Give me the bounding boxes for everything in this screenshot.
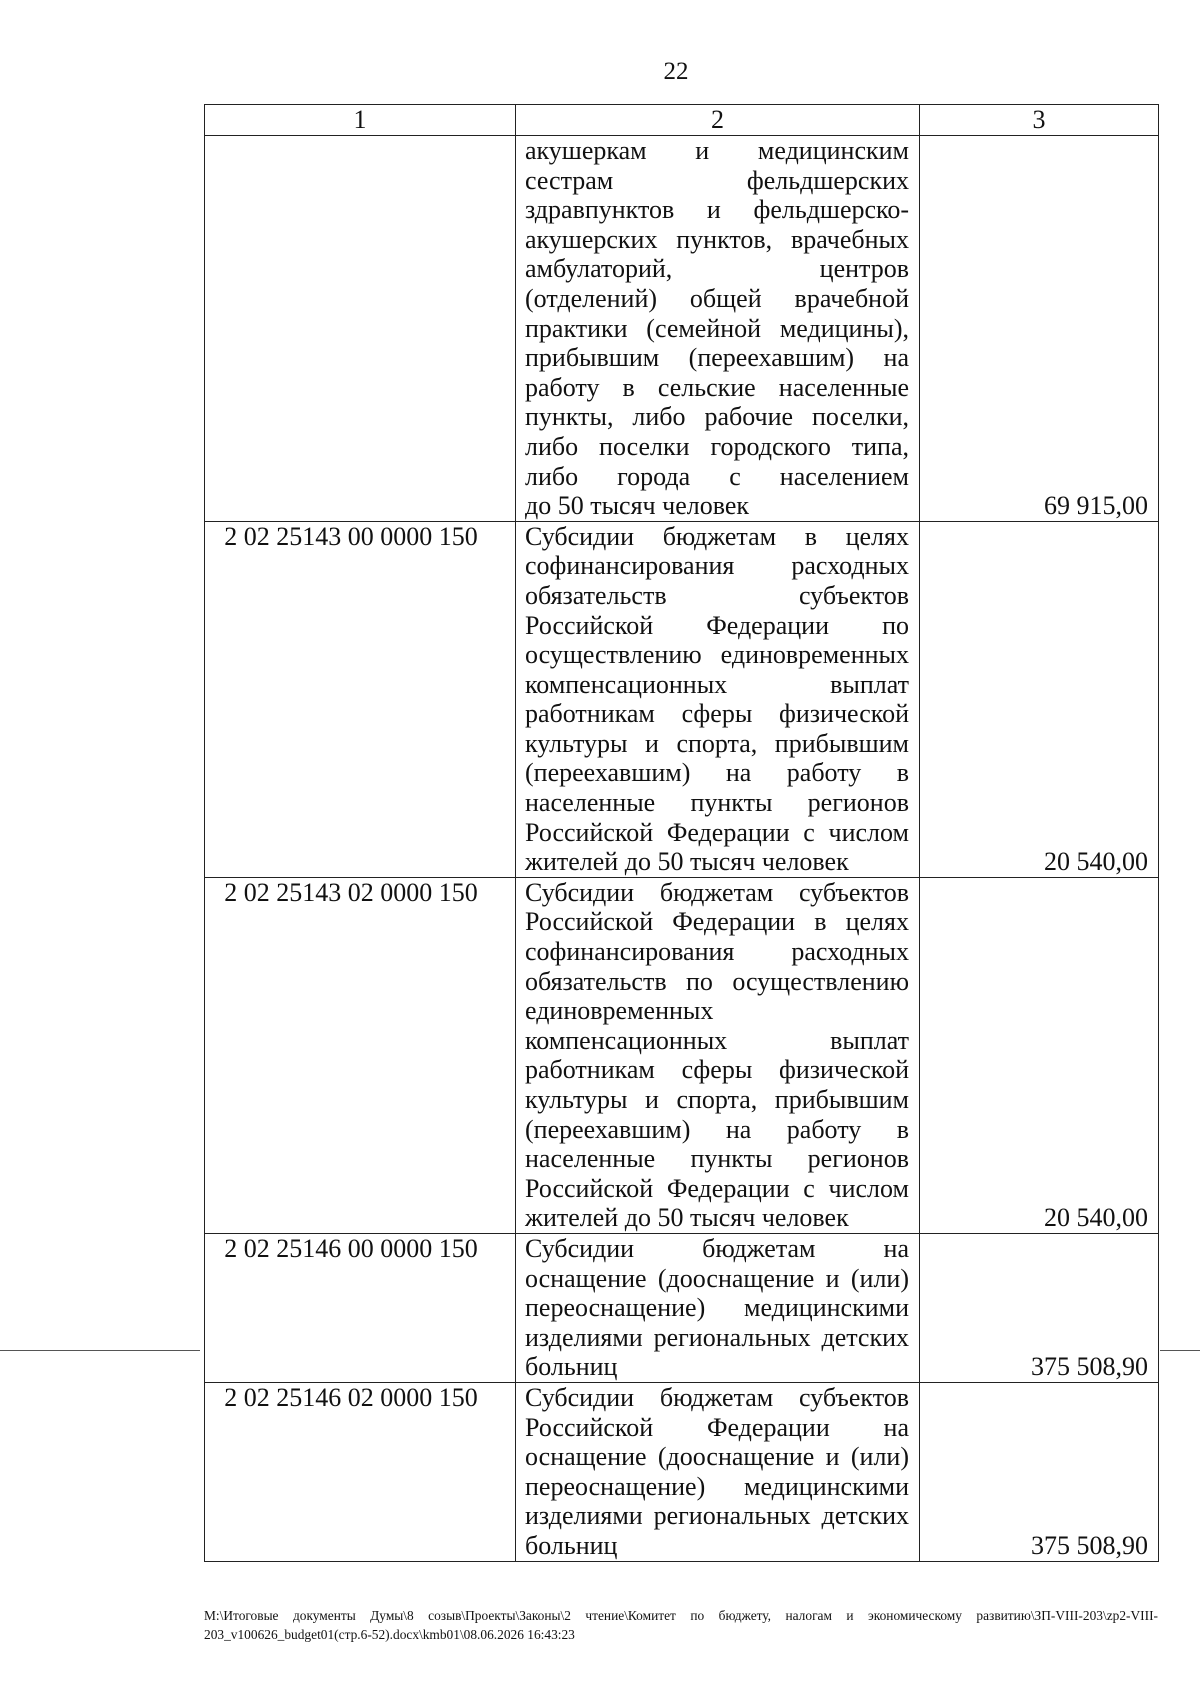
revenue-name-line: населенные пункты регионов [525, 1144, 909, 1174]
revenue-name-line: населенные пункты регионов [525, 788, 909, 818]
revenue-name-line: акушеркам и медицинским [525, 136, 909, 165]
amount: 20 540,00 [920, 877, 1159, 1233]
column-header-2: 2 [516, 105, 920, 136]
revenue-name [516, 1382, 920, 1561]
revenue-name-line: больниц [525, 1530, 618, 1560]
revenue-name-line: изделиями региональных детских [525, 1322, 909, 1352]
table-body [205, 136, 1159, 1562]
revenue-name-line: компенсационных выплат [525, 1025, 909, 1055]
table-row [205, 877, 1159, 1233]
amount: 69 915,00 [920, 136, 1159, 522]
revenue-name-line: (переехавшим) на работу в [525, 758, 909, 788]
revenue-name-line: единовременных [525, 996, 714, 1026]
revenue-name-line: прибывшим (переехавшим) на [525, 343, 909, 373]
column-header-1: 1 [205, 105, 516, 136]
budget-table [204, 104, 1159, 1562]
page-number: 22 [663, 58, 689, 85]
column-header-3: 3 [920, 105, 1159, 136]
table-row [205, 1233, 1159, 1382]
revenue-name-line: Российской Федерации по [525, 610, 909, 640]
revenue-name-line: сестрам фельдшерских [525, 165, 909, 195]
revenue-name-line: работникам сферы физической [525, 699, 909, 729]
classification-code: 2 02 25143 02 0000 150 [205, 877, 516, 1233]
revenue-name-line: софинансирования расходных [525, 551, 909, 581]
revenue-name [516, 877, 920, 1233]
revenue-name-line: пункты, либо рабочие поселки, [525, 402, 909, 432]
revenue-name-line: Российской Федерации с числом [525, 817, 909, 847]
revenue-name-line: обязательств по осуществлению [525, 966, 909, 996]
revenue-name-line: компенсационных выплат [525, 669, 909, 699]
revenue-name-line: Российской Федерации на [525, 1412, 909, 1442]
revenue-name-line: культуры и спорта, прибывшим [525, 1085, 909, 1114]
revenue-name-line: переоснащение) медицинскими [525, 1293, 909, 1323]
revenue-name [516, 521, 920, 877]
table-row [205, 521, 1159, 877]
revenue-name-line: здравпунктов и фельдшерско- [525, 195, 909, 225]
revenue-name-line: Российской Федерации с числом [525, 1173, 909, 1203]
revenue-name-line: амбулаторий, центров [525, 254, 909, 284]
revenue-name-line: (отделений) общей врачебной [525, 283, 909, 313]
table-row [205, 136, 1159, 522]
revenue-name-line: оснащение (дооснащение и (или) [525, 1263, 909, 1293]
classification-code: 2 02 25143 00 0000 150 [205, 521, 516, 877]
margin-rule-left [0, 1350, 200, 1351]
revenue-name-line: Субсидии бюджетам в целях [525, 521, 909, 551]
revenue-name [516, 136, 920, 522]
table-row [205, 1382, 1159, 1561]
revenue-name-line: осуществлению единовременных [525, 640, 909, 670]
revenue-name-line: обязательств субъектов [525, 580, 909, 610]
revenue-name [516, 1233, 920, 1382]
revenue-name-line: работу в сельские населенные [525, 372, 909, 402]
revenue-name-line: практики (семейной медицины), [525, 313, 909, 343]
revenue-name-line: культуры и спорта, прибывшим [525, 728, 909, 758]
revenue-name-line: работникам сферы физической [525, 1055, 909, 1085]
revenue-name-line: (переехавшим) на работу в [525, 1114, 909, 1144]
revenue-name-line: софинансирования расходных [525, 937, 909, 967]
amount: 375 508,90 [920, 1233, 1159, 1382]
revenue-name-line: жителей до 50 тысяч человек [525, 847, 849, 877]
classification-code: 2 02 25146 00 0000 150 [205, 1233, 516, 1382]
revenue-name-line: оснащение (дооснащение и (или) [525, 1442, 909, 1472]
margin-rule-right [1160, 1350, 1200, 1351]
classification-code [205, 136, 516, 522]
amount: 20 540,00 [920, 521, 1159, 877]
footer-file-path: M:\Итоговые документы Думы\8 созыв\Проекты\Законы\2 чтение\Комитет по бюджету, налогам и экономическому развитию\ЗП-VIII-203\zp2-VIII-203_v100626_budget01(стр.6-52).docx\kmb01\08.06.2026 16:43:23 [204, 1608, 1158, 1642]
revenue-name-line: изделиями региональных детских [525, 1501, 909, 1531]
classification-code: 2 02 25146 02 0000 150 [205, 1382, 516, 1561]
revenue-name-line: Субсидии бюджетам на [525, 1233, 909, 1263]
revenue-name-line: Российской Федерации в целях [525, 907, 909, 937]
revenue-name-line: Субсидии бюджетам субъектов [525, 1382, 909, 1412]
revenue-name-line: больниц [525, 1352, 618, 1382]
revenue-name-line: жителей до 50 тысяч человек [525, 1203, 849, 1233]
amount: 375 508,90 [920, 1382, 1159, 1561]
revenue-name-line: переоснащение) медицинскими [525, 1471, 909, 1501]
revenue-name-line: либо города с населением [525, 461, 909, 491]
revenue-name-line: либо поселки городского типа, [525, 431, 909, 461]
revenue-name-line: акушерских пунктов, врачебных [525, 224, 909, 254]
table-header-row [205, 105, 1159, 136]
revenue-name-line: Субсидии бюджетам субъектов [525, 877, 909, 907]
revenue-name-line: до 50 тысяч человек [525, 491, 750, 521]
